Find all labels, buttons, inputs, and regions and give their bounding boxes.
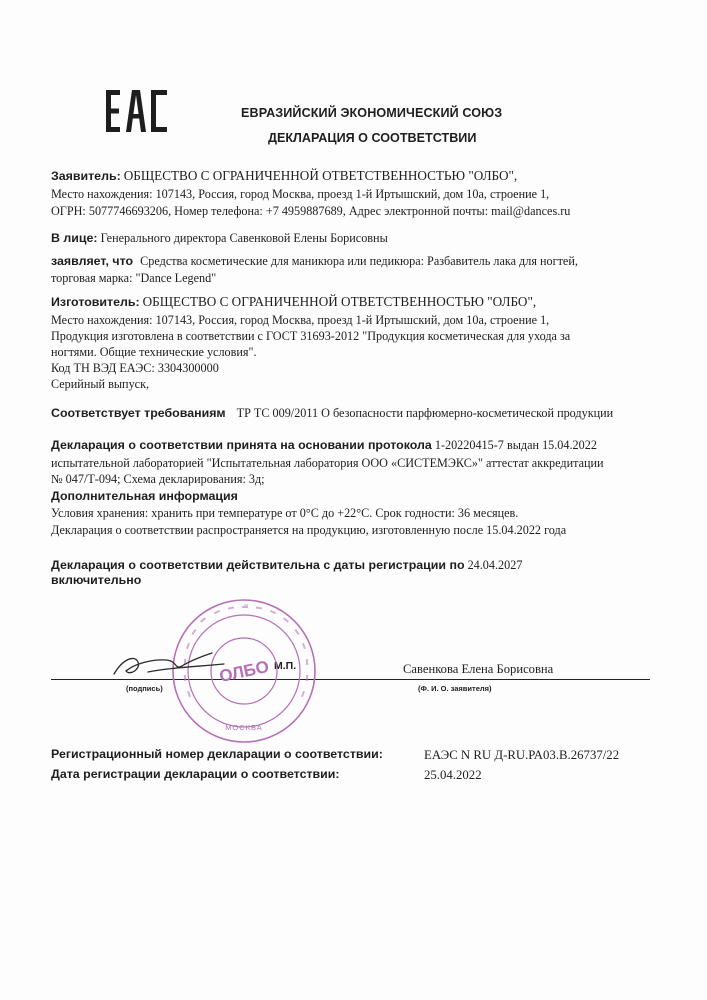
stamp-center-text: ОЛБО (217, 656, 271, 686)
handwritten-signature-icon (108, 640, 238, 685)
person-row (51, 230, 388, 246)
basis-label: Декларация о соответствии принята на основании протокола (51, 438, 432, 452)
validity-date: 24.04.2027 (467, 558, 523, 572)
mp-mark: М.П. (274, 660, 297, 672)
basis-scheme: № 047/Т-094; Схема декларирования: 3д; (51, 472, 265, 486)
applicant-row (51, 168, 517, 184)
compliance-label: Соответствует требованиям (51, 406, 226, 420)
applicant-contacts: ОГРН: 5077746693206, Номер телефона: +7 4959887689, Адрес электронной почты: mail@dances.ru (51, 204, 571, 218)
registration-number-label: Регистрационный номер декларации о соответствии: (51, 747, 383, 761)
applicability-note: Декларация о соответствии распространяется на продукцию, изготовленную после 15.04.2022 года (51, 523, 567, 537)
additional-info-label: Дополнительная информация (51, 489, 238, 503)
registration-date-label: Дата регистрации декларации о соответствии: (51, 767, 340, 781)
basis-protocol: 1-20220415-7 выдан 15.04.2022 (434, 438, 597, 452)
manufacturer-label: Изготовитель: (51, 295, 140, 309)
serial-production: Серийный выпуск, (51, 377, 150, 391)
applicant-name: ОБЩЕСТВО С ОГРАНИЧЕННОЙ ОТВЕТСТВЕННОСТЬЮ "ОЛБО", (123, 168, 518, 183)
declares-row (51, 253, 578, 269)
declares-label: заявляет, что (51, 254, 134, 268)
eac-logo-icon (104, 88, 174, 134)
person-label: В лице: (51, 231, 98, 245)
trademark: торговая марка: "Dance Legend" (51, 271, 217, 285)
registration-number-value: ЕАЭС N RU Д-RU.РА03.В.26737/22 (424, 748, 620, 762)
manufacturer-address: Место нахождения: 107143, Россия, город Москва, проезд 1-й Иртышский, дом 10а, строение 1, (51, 313, 550, 327)
applicant-address: Место нахождения: 107143, Россия, город Москва, проезд 1-й Иртышский, дом 10а, строение 1, (51, 187, 550, 201)
manufacturer-row (51, 294, 536, 310)
basis-laboratory: испытательной лабораторией "Испытательная лаборатория ООО «СИСТЕМЭКС»" аттестат аккредитации (51, 456, 604, 470)
manufacturer-standard-line1: Продукция изготовлена в соответствии с ГОСТ 31693-2012 "Продукция косметическая для ухода за (51, 329, 571, 343)
union-title: ЕВРАЗИЙСКИЙ ЭКОНОМИЧЕСКИЙ СОЮЗ (241, 106, 503, 120)
validity-inclusive: включительно (51, 573, 142, 587)
registration-date-value: 25.04.2022 (424, 768, 482, 782)
compliance-row (51, 405, 613, 421)
signature-caption: (подпись) (126, 684, 163, 693)
stamp-city-text: МОСКВА (225, 723, 263, 732)
hs-code: Код ТН ВЭД ЕАЭС: 3304300000 (51, 361, 219, 375)
storage-conditions: Условия хранения: хранить при температуре от 0°С до +22°С. Срок годности: 36 месяцев. (51, 506, 519, 520)
compliance-value: ТР ТС 009/2011 О безопасности парфюмерно-косметической продукции (236, 406, 614, 420)
basis-row (51, 437, 597, 453)
document-title: ДЕКЛАРАЦИЯ О СООТВЕТСТВИИ (268, 131, 477, 145)
signer-caption: (Ф. И. О. заявителя) (418, 684, 492, 693)
validity-label: Декларация о соответствии действительна с даты регистрации по (51, 558, 465, 572)
signer-name: Савенкова Елена Борисовна (403, 662, 554, 676)
applicant-label: Заявитель: (51, 169, 121, 183)
validity-row (51, 557, 522, 573)
person-value: Генерального директора Савенковой Елены Борисовны (100, 231, 388, 245)
manufacturer-name: ОБЩЕСТВО С ОГРАНИЧЕННОЙ ОТВЕТСТВЕННОСТЬЮ "ОЛБО", (142, 294, 537, 309)
product-description: Средства косметические для маникюра или педикюра: Разбавитель лака для ногтей, (140, 254, 578, 268)
manufacturer-standard-line2: ногтями. Общие технические условия". (51, 345, 257, 359)
